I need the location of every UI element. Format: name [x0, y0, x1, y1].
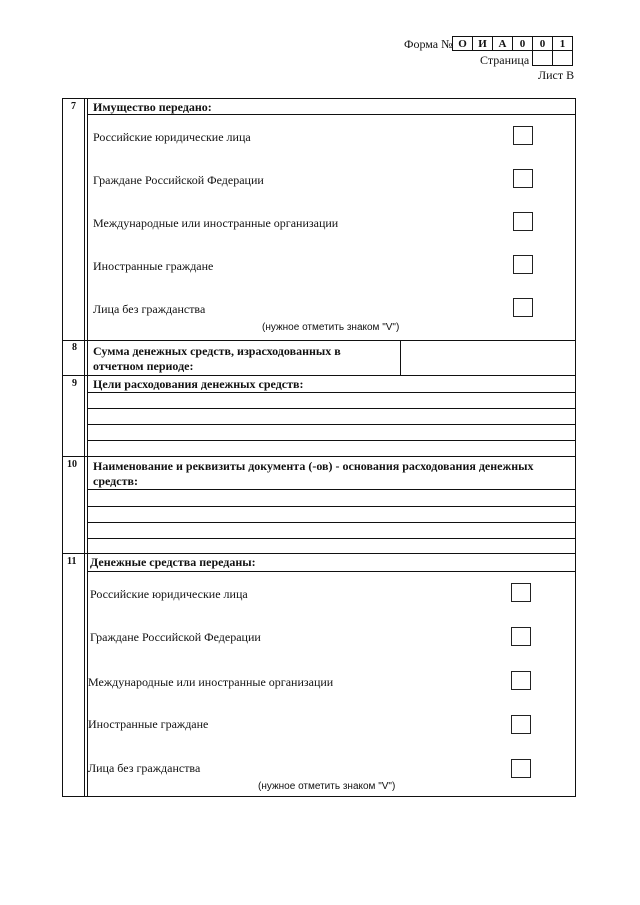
form-code-cell: 1: [552, 36, 573, 51]
option-checkbox[interactable]: [513, 169, 533, 188]
frame-top-line: [62, 98, 576, 99]
section-number: 8: [72, 342, 77, 353]
section-title: Денежные средства переданы:: [90, 555, 256, 569]
option-label: Российские юридические лица: [90, 587, 248, 601]
write-line[interactable]: [88, 440, 576, 441]
form-number-label: Форма №: [404, 37, 453, 51]
option-checkbox[interactable]: [511, 715, 531, 734]
option-label: Международные или иностранные организации: [88, 675, 334, 689]
option-label: Граждане Российской Федерации: [90, 630, 261, 644]
section-title: Цели расходования денежных средств:: [93, 377, 304, 391]
frame-left-line: [62, 98, 63, 797]
option-checkbox[interactable]: [511, 671, 531, 690]
mark-hint: (нужное отметить знаком "V"): [262, 322, 400, 333]
option-label: Лица без гражданства: [93, 302, 206, 316]
option-label: Иностранные граждане: [88, 717, 209, 731]
option-checkbox[interactable]: [513, 255, 533, 274]
amount-field[interactable]: [402, 342, 574, 375]
sheet-label: Лист В: [538, 68, 575, 82]
number-column-divider: [84, 98, 85, 797]
option-label: Граждане Российской Федерации: [93, 173, 264, 187]
option-checkbox[interactable]: [513, 212, 533, 231]
form-code-cell: 0: [532, 36, 553, 51]
option-label: Международные или иностранные организации: [93, 216, 339, 230]
form-code-cell: О: [452, 36, 473, 51]
write-line[interactable]: [88, 506, 576, 507]
option-checkbox[interactable]: [513, 298, 533, 317]
section-title: Сумма денежных средств, израсходованных в: [93, 344, 341, 358]
page-number-cell[interactable]: [532, 50, 553, 66]
write-line[interactable]: [88, 424, 576, 425]
amount-field-divider: [400, 340, 401, 376]
frame-right-line: [575, 98, 576, 797]
option-checkbox[interactable]: [513, 126, 533, 145]
form-code-cell: И: [472, 36, 493, 51]
section-number: 11: [67, 556, 77, 567]
section-number: 10: [67, 459, 77, 470]
write-line: [88, 392, 576, 393]
section-title: Наименование и реквизиты документа (-ов) - основания расходования денежных: [93, 459, 534, 473]
section-divider: [62, 553, 576, 554]
section-title-underline: [88, 571, 576, 572]
section-title: Имущество передано:: [93, 100, 212, 114]
write-line[interactable]: [88, 408, 576, 409]
form-code-cell: 0: [512, 36, 533, 51]
number-column-divider: [87, 98, 88, 797]
option-checkbox[interactable]: [511, 759, 531, 778]
write-line[interactable]: [88, 538, 576, 539]
page-number-cell[interactable]: [552, 50, 573, 66]
page-label: Страница: [480, 53, 530, 67]
section-divider: [62, 340, 576, 341]
section-number: 7: [71, 101, 76, 112]
section-title-underline: [88, 114, 576, 115]
option-label: Российские юридические лица: [93, 130, 251, 144]
frame-bottom-line: [62, 796, 576, 797]
section-divider: [62, 375, 576, 376]
option-label: Лица без гражданства: [88, 761, 201, 775]
section-title: средств:: [93, 474, 138, 488]
section-number: 9: [72, 378, 77, 389]
write-line: [88, 489, 576, 490]
option-checkbox[interactable]: [511, 583, 531, 602]
write-line[interactable]: [88, 522, 576, 523]
option-label: Иностранные граждане: [93, 259, 214, 273]
section-divider: [62, 456, 576, 457]
option-checkbox[interactable]: [511, 627, 531, 646]
form-code-cell: А: [492, 36, 513, 51]
mark-hint: (нужное отметить знаком "V"): [258, 781, 396, 792]
section-title: отчетном периоде:: [93, 359, 194, 373]
